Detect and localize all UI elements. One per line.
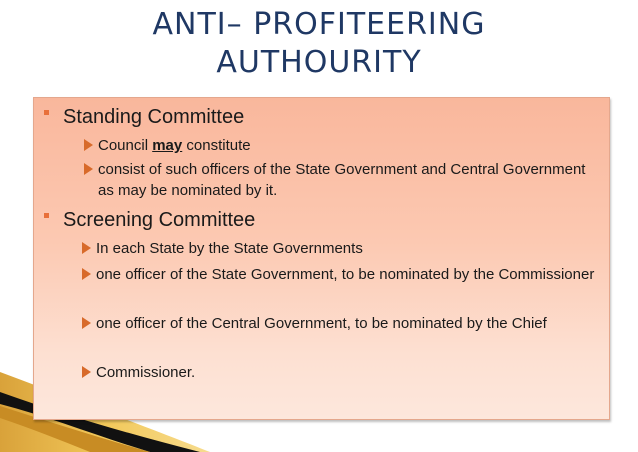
section-heading-text: Standing Committee <box>63 106 245 128</box>
item-text: one officer of the State Government, to be nominated by the Commissioner <box>96 266 595 283</box>
square-bullet-icon <box>44 110 49 115</box>
item-text: consist of such officers of the State Government and Central Government as may be nominated by it. <box>98 161 586 199</box>
item-text: one officer of the Central Government, to be nominated by the Chief <box>96 315 547 332</box>
arrow-bullet-icon <box>82 317 91 329</box>
arrow-bullet-icon <box>82 366 91 378</box>
arrow-bullet-icon <box>82 268 91 280</box>
arrow-bullet-icon <box>82 242 91 254</box>
item-emphasis: may <box>152 137 183 154</box>
item-text: constitute <box>182 137 251 154</box>
content-panel <box>33 97 610 420</box>
item-text: Council <box>98 137 153 154</box>
section-heading-text: Screening Committee <box>63 209 256 231</box>
square-bullet-icon <box>44 213 49 218</box>
list-item <box>82 238 592 259</box>
item-text: Commissioner. <box>96 364 196 381</box>
arrow-bullet-icon <box>84 163 93 175</box>
slide-title-line-1: ANTI– PROFITEERING <box>152 7 486 42</box>
list-item <box>82 362 592 383</box>
list-item <box>82 313 606 334</box>
section-heading-standing-committee <box>44 106 244 129</box>
list-item <box>82 264 606 285</box>
list-item <box>84 135 584 156</box>
item-text: In each State by the State Governments <box>96 240 363 257</box>
section-heading-screening-committee <box>44 209 255 232</box>
list-item <box>84 159 598 201</box>
arrow-bullet-icon <box>84 139 93 151</box>
slide-title <box>0 6 638 82</box>
slide-title-line-2: AUTHOURITY <box>216 45 422 80</box>
